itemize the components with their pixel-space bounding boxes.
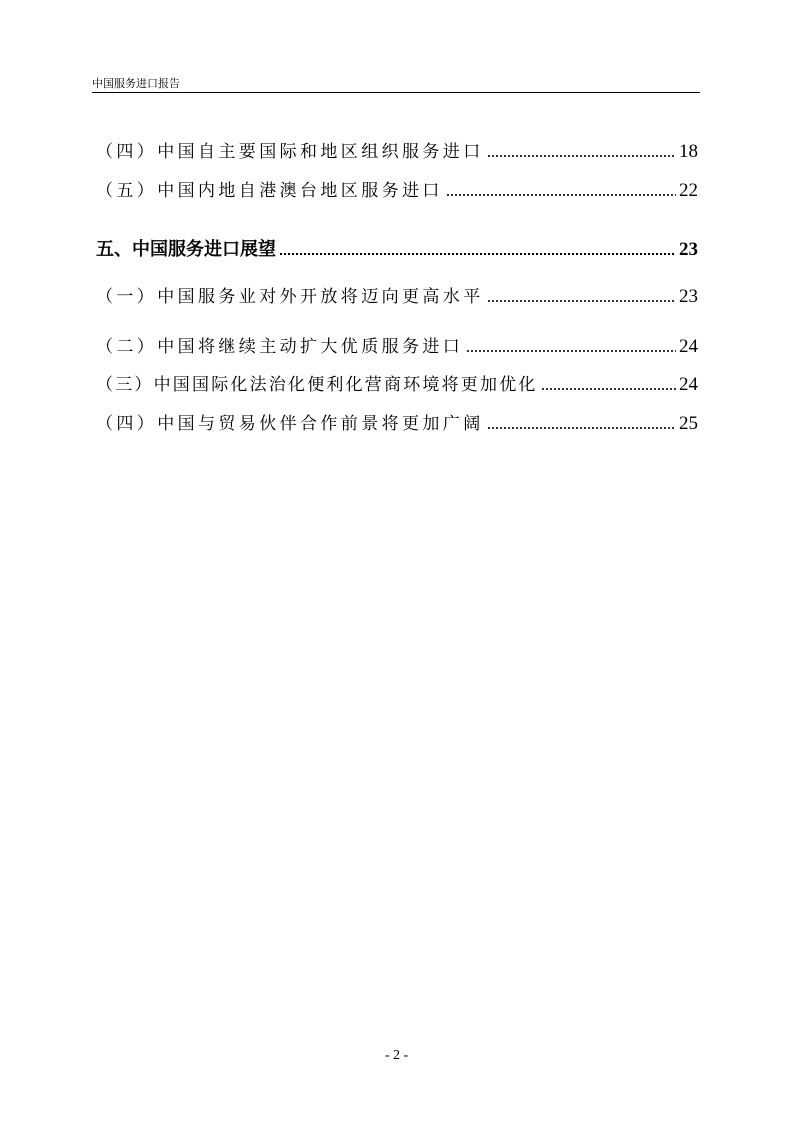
toc-dot-leader [487,299,676,303]
toc-section-page: 23 [679,239,698,260]
toc-entry-title: （四）中国自主要国际和地区组织服务进口 [96,142,484,162]
toc-entry[interactable] [96,141,698,163]
toc-section-title: 五、中国服务进口展望 [96,239,276,260]
toc-entry[interactable] [96,374,698,396]
toc-entry-page: 24 [679,336,698,357]
running-header: 中国服务进口报告 [92,77,180,90]
header-rule [92,92,700,93]
toc-entry[interactable] [96,336,698,358]
toc-entry-title: （三）中国国际化法治化便利化营商环境将更加优化 [96,375,538,395]
toc-entry-page: 24 [679,374,698,395]
toc-dot-leader [279,252,676,256]
toc-entry[interactable] [96,180,698,202]
toc-entry-page: 25 [679,413,698,434]
toc-dot-leader [487,154,676,158]
toc-dot-leader [446,193,676,197]
page-number: - 2 - [384,1048,409,1063]
toc-entry-page: 23 [679,286,698,307]
toc-dot-leader [487,426,676,430]
toc-entry[interactable] [96,286,698,308]
toc-entry-title: （一）中国服务业对外开放将迈向更高水平 [96,287,484,307]
toc-entry-title: （二）中国将继续主动扩大优质服务进口 [96,337,464,357]
toc-entry[interactable] [96,413,698,435]
toc-dot-leader [466,349,676,353]
toc-entry-page: 22 [679,180,698,201]
toc-entry-page: 18 [679,141,698,162]
toc-dot-leader [541,387,676,391]
toc-entry-title: （五）中国内地自港澳台地区服务进口 [96,181,443,201]
toc-entry-title: （四）中国与贸易伙伴合作前景将更加广阔 [96,414,484,434]
toc-section-heading[interactable] [96,238,698,262]
